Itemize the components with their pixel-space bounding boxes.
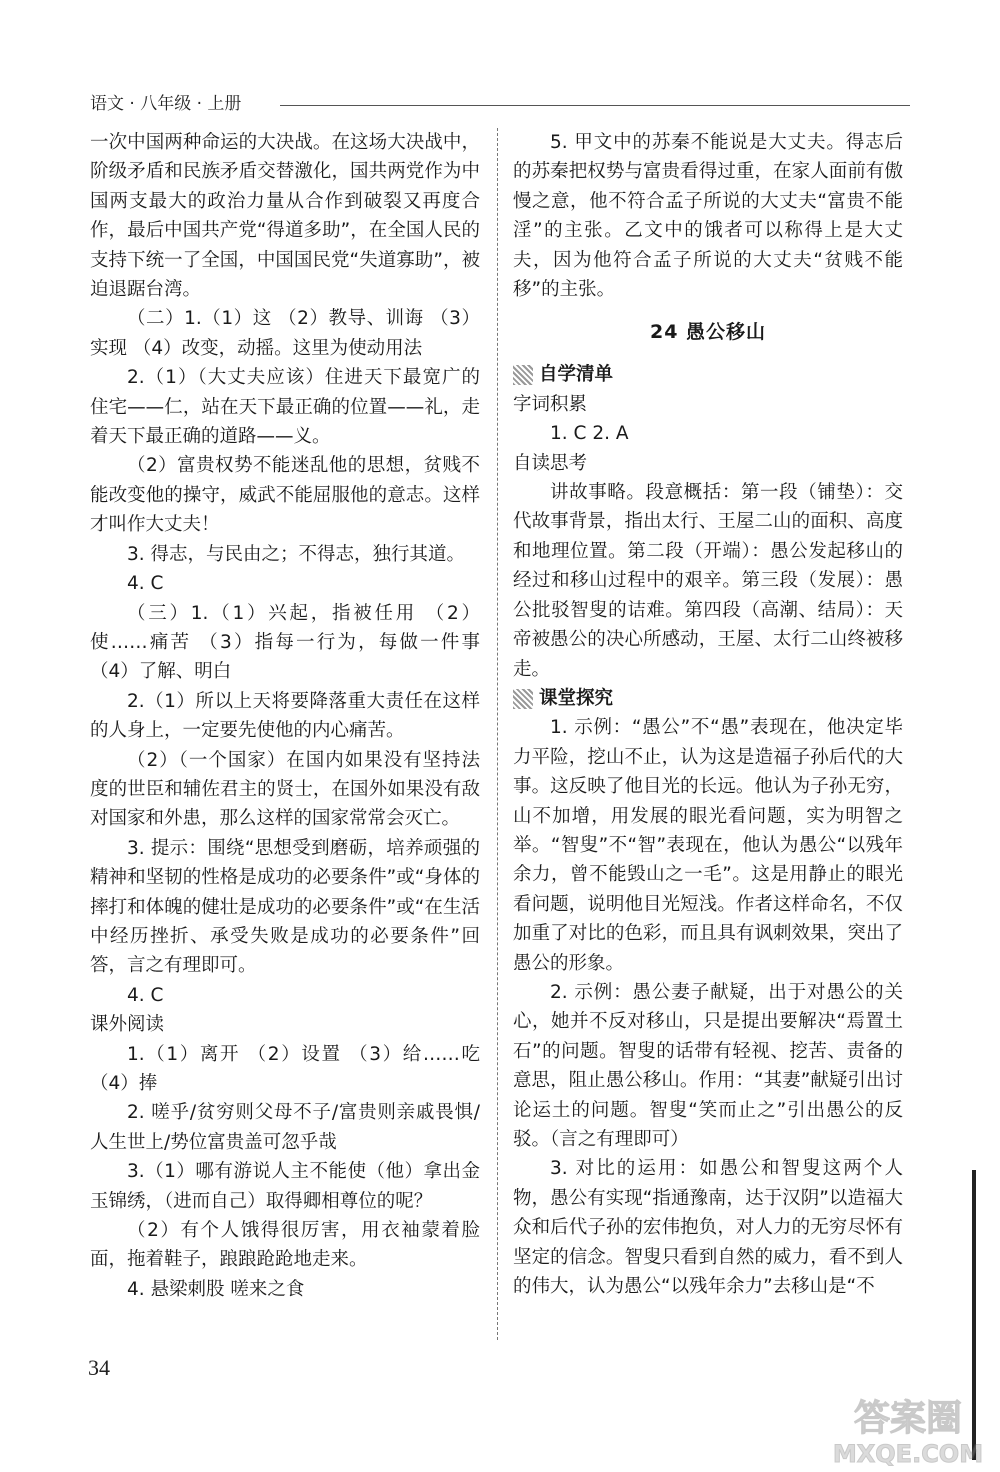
paragraph: 5. 甲文中的苏秦不能说是大丈夫。得志后的苏秦把权势与富贵看得过重，在家人面前有傲慢之意，他不符合孟子所说的大丈夫“富贵不能淫”的主张。乙文中的饿者可以称得上是大丈夫，因为他符合孟子所说的大丈夫“贫贱不能移”的主张。 bbox=[513, 132, 903, 301]
left-column bbox=[90, 128, 480, 1304]
paragraph: 3. 得志，与民由之；不得志，独行其道。 bbox=[127, 543, 466, 565]
section-marker-icon bbox=[513, 365, 533, 385]
right-intro bbox=[513, 128, 903, 304]
section-heading-self-study bbox=[513, 360, 903, 389]
header-rule bbox=[280, 105, 910, 106]
self-study-content bbox=[513, 390, 903, 684]
watermark-graphic bbox=[818, 1390, 998, 1468]
book-title: 语文 · 八年级 · 上册 bbox=[90, 94, 242, 114]
lesson-title: 24 愚公移山 bbox=[649, 321, 767, 344]
paragraph: 课外阅读 bbox=[90, 1014, 165, 1036]
paragraph: 1. 示例：“愚公”不“愚”表现在，他决定毕力平险，挖山不止，认为这是造福子孙后代的大事。这反映了他目光的长远。他认为子孙无穷，山不加增，用发展的眼光看问题，实为明智之举。“智叟”不“智”表现在，他认为愚公“以残年余力，曾不能毁山之一毛”。这是用静止的眼光看问题，说明他目光短浅。作者这样命名，不仅加重了对比的色彩，而且具有讽刺效果，突出了愚公的形象。 bbox=[513, 717, 903, 974]
section-heading-classroom bbox=[513, 684, 903, 713]
paragraph: 3.（1）哪有游说人主不能使（他）拿出金玉锦绣，（进而自己）取得卿相尊位的呢？ bbox=[90, 1161, 480, 1212]
watermark-logo bbox=[818, 1390, 998, 1468]
paragraph: 4. 悬梁刺股 嗟来之食 bbox=[127, 1278, 305, 1300]
paragraph: 字词积累 bbox=[513, 393, 588, 415]
paragraph: 2. 嗟乎/贫穷则父母不子/富贵则亲戚畏惧/人生世上/势位富贵盖可忽乎哉 bbox=[90, 1102, 480, 1153]
watermark-logo-text: 答案圈 bbox=[853, 1398, 963, 1439]
paragraph: 一次中国两种命运的大决战。在这场大决战中，阶级矛盾和民族矛盾交替激化，国共两党作为中国两支最大的政治力量从合作到破裂又再度合作，最后中国共产党“得道多助”，在全国人民的支持下统一了全国，中国国民党“失道寡助”，被迫退踞台湾。 bbox=[90, 132, 480, 301]
paragraph: 4. C bbox=[127, 573, 164, 595]
classroom-content bbox=[513, 713, 903, 1301]
page-header bbox=[90, 92, 910, 116]
paragraph: 讲故事略。段意概括：第一段（铺垫）：交代故事背景，指出太行、王屋二山的面积、高度和地理位置。第二段（开端）：愚公发起移山的经过和移山过程中的艰辛。第三段（发展）：愚公批驳智叟的诘难。第四段（高潮、结局）：天帝被愚公的决心所感动，王屋、太行二山终被移走。 bbox=[513, 482, 903, 680]
paragraph: 3. 对比的运用：如愚公和智叟这两个人物，愚公有实现“指通豫南，达于汉阴”以造福大众和后代子孙的宏伟抱负，对人力的无穷尽怀有坚定的信念。智叟只看到自然的威力，看不到人的伟大，认为愚公“以残年余力”去移山是“不 bbox=[513, 1158, 903, 1298]
column-divider bbox=[497, 128, 498, 1340]
right-column bbox=[513, 128, 903, 1301]
paragraph: 自读思考 bbox=[513, 452, 588, 474]
paragraph: （2）富贵权势不能迷乱他的思想，贫贱不能改变他的操守，威武不能屈服他的意志。这样才叫作大丈夫！ bbox=[90, 455, 480, 536]
paragraph: 2. 示例：愚公妻子献疑，出于对愚公的关心，她并不反对移山，只是提出要解决“焉置土石”的问题。智叟的话带有轻视、挖苦、责备的意思，阻止愚公移山。作用：“其妻”献疑引出讨论运土的问题。智叟“笑而止之”引出愚公的反驳。（言之有理即可） bbox=[513, 981, 903, 1150]
paragraph: （二）1.（1）这 （2）教导、训诲 （3）实现 （4）改变，动摇。这里为使动用法 bbox=[90, 308, 480, 359]
paragraph: 2.（1）（大丈夫应该）住进天下最宽广的住宅——仁，站在天下最正确的位置——礼，走着天下最正确的道路——义。 bbox=[90, 367, 480, 448]
paragraph: （三）1.（1）兴起，指被任用 （2）使……痛苦 （3）指每一行为，每做一件事 （4）了解、明白 bbox=[90, 602, 480, 683]
paragraph: 2.（1）所以上天将要降落重大责任在这样的人身上，一定要先使他的内心痛苦。 bbox=[90, 690, 480, 742]
section-marker-icon bbox=[513, 689, 533, 709]
paragraph: 1.（1）离开 （2）设置 （3）给……吃 （4）捧 bbox=[90, 1043, 480, 1094]
page-number: 34 bbox=[88, 1355, 110, 1380]
paragraph: 3. 提示：围绕“思想受到磨砺，培养顽强的精神和坚韧的性格是成功的必要条件”或“身体的摔打和体魄的健壮是成功的必要条件”或“在生活中经历挫折、承受失败是成功的必要条件”回答，言之有理即可。 bbox=[90, 837, 480, 977]
watermark-url-text: MXQE.COM bbox=[832, 1440, 984, 1468]
section-heading-text: 课堂探究 bbox=[539, 687, 614, 709]
paragraph: 1. C 2. A bbox=[550, 423, 629, 445]
paragraph: （2）（一个国家）在国内如果没有坚持法度的世臣和辅佐君主的贤士，在国外如果没有敌对国家和外患，那么这样的国家常常会灭亡。 bbox=[90, 749, 480, 830]
paragraph: （2）有个人饿得很厉害，用衣袖蒙着脸面，拖着鞋子，踉踉跄跄地走来。 bbox=[90, 1220, 480, 1271]
paragraph: 4. C bbox=[127, 984, 164, 1006]
section-heading-text: 自学清单 bbox=[539, 364, 614, 386]
